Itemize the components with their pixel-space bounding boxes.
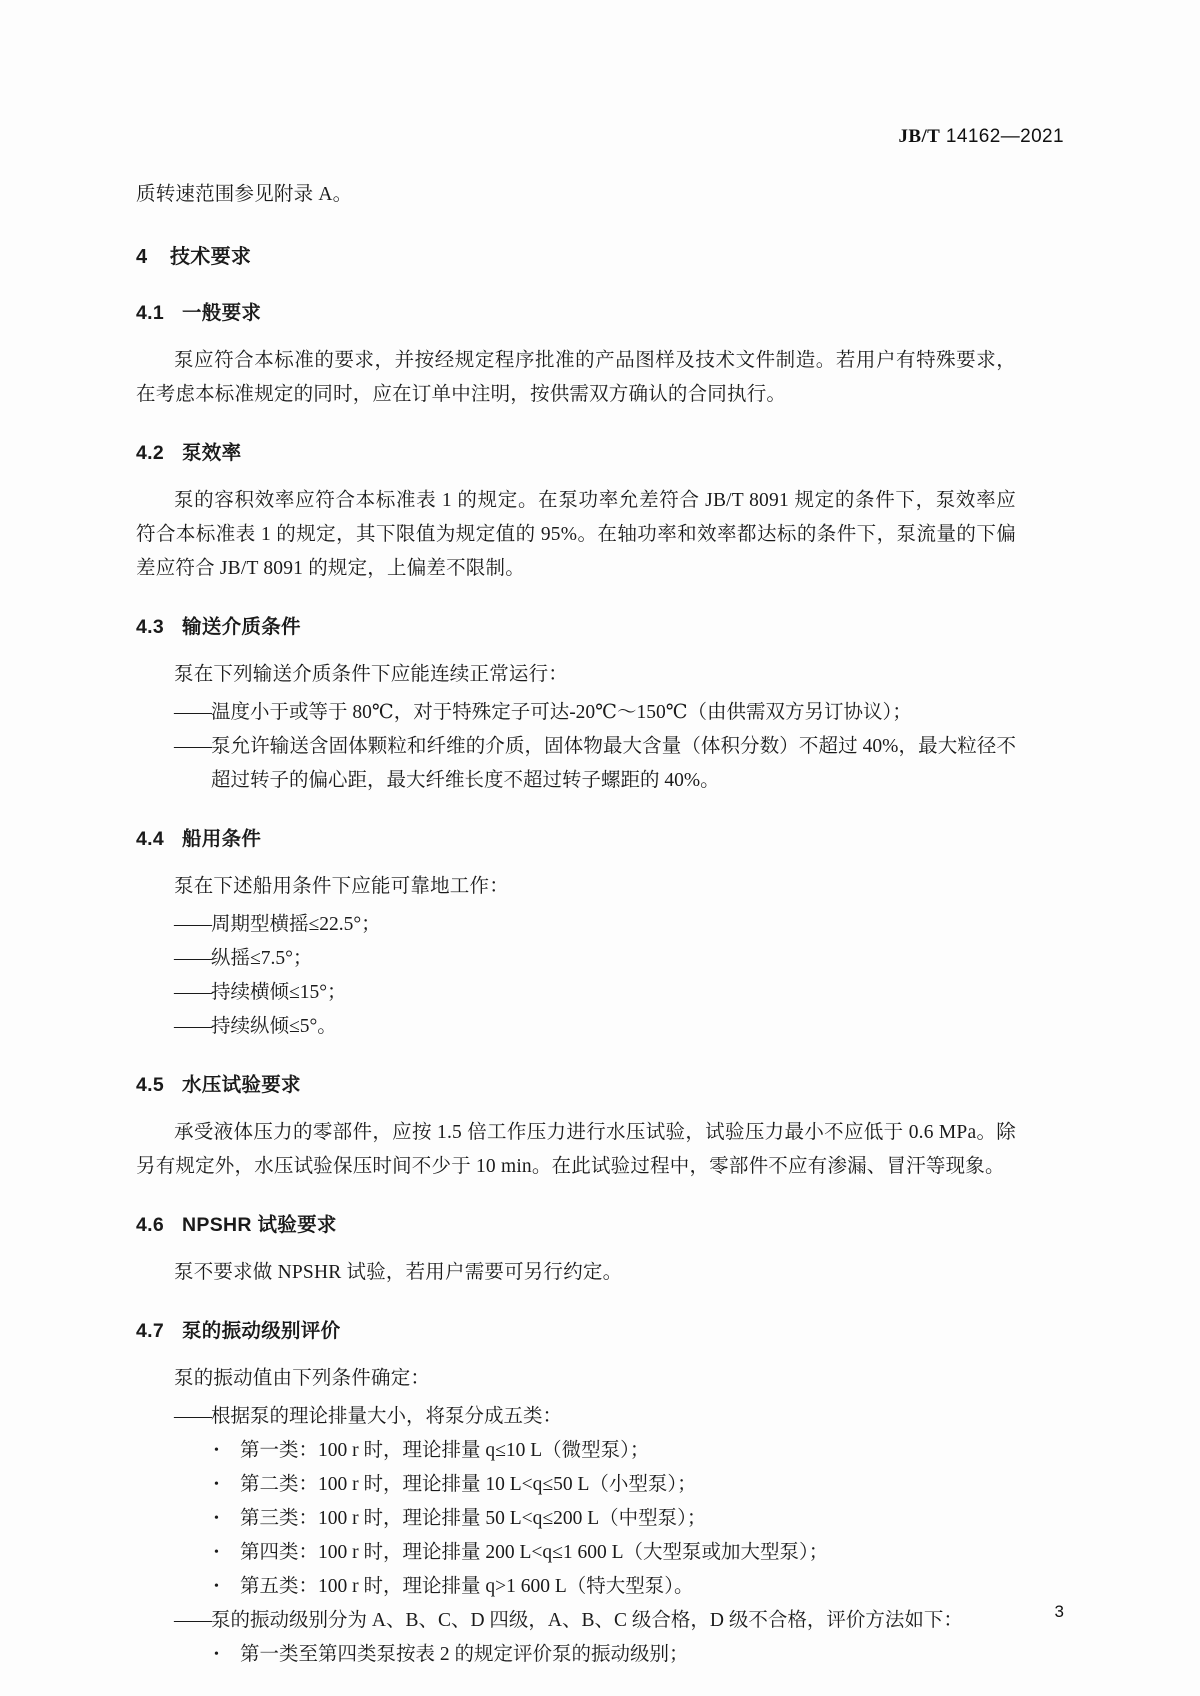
bullet-item-text: 第四类：100 r 时，理论排量 200 L<q≤1 600 L（大型泵或加大型泵）； xyxy=(240,1542,829,1563)
bullet-item xyxy=(136,1502,1016,1536)
bullet-marker: • xyxy=(214,1647,219,1662)
dash-item xyxy=(136,730,1016,798)
bullet-item xyxy=(136,1638,1016,1672)
heading-4-2-title: 泵效率 xyxy=(182,442,242,464)
dash-marker: —— xyxy=(174,948,211,969)
lead-4-3: 泵在下列输送介质条件下应能连续正常运行： xyxy=(174,664,569,685)
lead-4-7: 泵的振动值由下列条件确定： xyxy=(174,1368,431,1389)
heading-4 xyxy=(136,242,1016,272)
dash-marker: —— xyxy=(174,1610,211,1631)
bullet-marker: • xyxy=(214,1443,219,1458)
bullet-item-text: 第二类：100 r 时，理论排量 10 L<q≤50 L（小型泵）； xyxy=(240,1474,697,1495)
heading-4-7-title: 泵的振动级别评价 xyxy=(182,1320,341,1342)
dash-marker: —— xyxy=(174,914,211,935)
heading-4-7 xyxy=(136,1316,1016,1346)
dash-item xyxy=(136,696,1016,730)
dash-item xyxy=(136,942,1016,976)
bullet-item-text: 第一类：100 r 时，理论排量 q≤10 L（微型泵）； xyxy=(240,1440,650,1461)
dash-item xyxy=(136,1010,1016,1044)
paragraph-4-5: 承受液体压力的零部件，应按 1.5 倍工作压力进行水压试验，试验压力最小不应低于 0.6 MPa。除另有规定外，水压试验保压时间不少于 10 min。在此试验过程中，零部件不应有渗漏、冒汗等现象。 xyxy=(136,1122,1016,1177)
dash-item-text: 持续横倾≤15°； xyxy=(211,982,347,1003)
heading-4-1 xyxy=(136,298,1016,328)
standard-prefix: JB/T xyxy=(898,126,941,147)
dash-marker: —— xyxy=(174,1406,211,1427)
lead-4-4: 泵在下述船用条件下应能可靠地工作： xyxy=(174,876,509,897)
continued-paragraph: 质转速范围参见附录 A。 xyxy=(136,184,353,205)
bullet-marker: • xyxy=(214,1545,219,1560)
heading-4-4-title: 船用条件 xyxy=(182,828,262,850)
heading-4-3 xyxy=(136,612,1016,642)
heading-4-title: 技术要求 xyxy=(170,246,252,268)
dash-item xyxy=(136,976,1016,1010)
bullet-item-text: 第一类至第四类泵按表 2 的规定评价泵的振动级别； xyxy=(240,1644,689,1665)
dash-item-text: 持续纵倾≤5°。 xyxy=(211,1016,337,1037)
dash-item-text: 纵摇≤7.5°； xyxy=(211,948,313,969)
heading-4-5-title: 水压试验要求 xyxy=(182,1074,301,1096)
paragraph-4-6: 泵不要求做 NPSHR 试验，若用户需要可另行约定。 xyxy=(174,1262,623,1283)
bullet-marker: • xyxy=(214,1511,219,1526)
bullet-item xyxy=(136,1434,1016,1468)
bullet-item xyxy=(136,1536,1016,1570)
bullet-item xyxy=(136,1570,1016,1604)
dash-item-text: 温度小于或等于 80℃，对于特殊定子可达-20℃～150℃（由供需双方另订协议）； xyxy=(211,702,912,723)
heading-4-5-number: 4.5 xyxy=(136,1074,165,1096)
heading-4-1-number: 4.1 xyxy=(136,302,165,324)
heading-4-6-number: 4.6 xyxy=(136,1214,165,1236)
dash-marker: —— xyxy=(174,736,211,757)
heading-4-3-number: 4.3 xyxy=(136,616,165,638)
bullet-marker: • xyxy=(214,1477,219,1492)
dash-item-text: 泵允许输送含固体颗粒和纤维的介质，固体物最大含量（体积分数）不超过 40%，最大粒径不超过转子的偏心距，最大纤维长度不超过转子螺距的 40%。 xyxy=(211,736,1016,791)
page-number: 3 xyxy=(1054,1602,1064,1621)
dash-item xyxy=(136,1400,1016,1434)
heading-4-1-title: 一般要求 xyxy=(182,302,262,324)
document-body xyxy=(136,178,1016,1672)
paragraph-4-1: 泵应符合本标准的要求，并按经规定程序批准的产品图样及技术文件制造。若用户有特殊要求，在考虑本标准规定的同时，应在订单中注明，按供需双方确认的合同执行。 xyxy=(136,350,1016,405)
standard-number: 14162—2021 xyxy=(945,126,1064,147)
dash-marker: —— xyxy=(174,702,211,723)
page-footer xyxy=(136,1602,1064,1622)
heading-4-2-number: 4.2 xyxy=(136,442,165,464)
page-header xyxy=(136,126,1064,152)
bullet-marker: • xyxy=(214,1579,219,1594)
heading-4-7-number: 4.7 xyxy=(136,1320,165,1342)
dash-item xyxy=(136,908,1016,942)
heading-4-2 xyxy=(136,438,1016,468)
heading-4-6-title: NPSHR 试验要求 xyxy=(182,1214,337,1236)
bullet-item xyxy=(136,1468,1016,1502)
paragraph-4-2: 泵的容积效率应符合本标准表 1 的规定。在泵功率允差符合 JB/T 8091 规定的条件下，泵效率应符合本标准表 1 的规定，其下限值为规定值的 95%。在轴功率和效率都达标的条件下，泵流量的下偏差应符合 JB/T 8091 的规定，上偏差不限制。 xyxy=(136,490,1016,579)
heading-4-number: 4 xyxy=(136,246,148,268)
heading-4-4 xyxy=(136,824,1016,854)
heading-4-3-title: 输送介质条件 xyxy=(182,616,301,638)
heading-4-6 xyxy=(136,1210,1016,1240)
heading-4-5 xyxy=(136,1070,1016,1100)
dash-item-text: 泵的振动级别分为 A、B、C、D 四级，A、B、C 级合格，D 级不合格，评价方法如下： xyxy=(211,1610,963,1631)
bullet-item-text: 第三类：100 r 时，理论排量 50 L<q≤200 L（中型泵）； xyxy=(240,1508,707,1529)
dash-marker: —— xyxy=(174,1016,211,1037)
bullet-item-text: 第五类：100 r 时，理论排量 q>1 600 L（特大型泵）。 xyxy=(240,1576,694,1597)
heading-4-4-number: 4.4 xyxy=(136,828,165,850)
dash-item-text: 根据泵的理论排量大小，将泵分成五类： xyxy=(211,1406,563,1427)
dash-marker: —— xyxy=(174,982,211,1003)
dash-item-text: 周期型横摇≤22.5°； xyxy=(211,914,381,935)
